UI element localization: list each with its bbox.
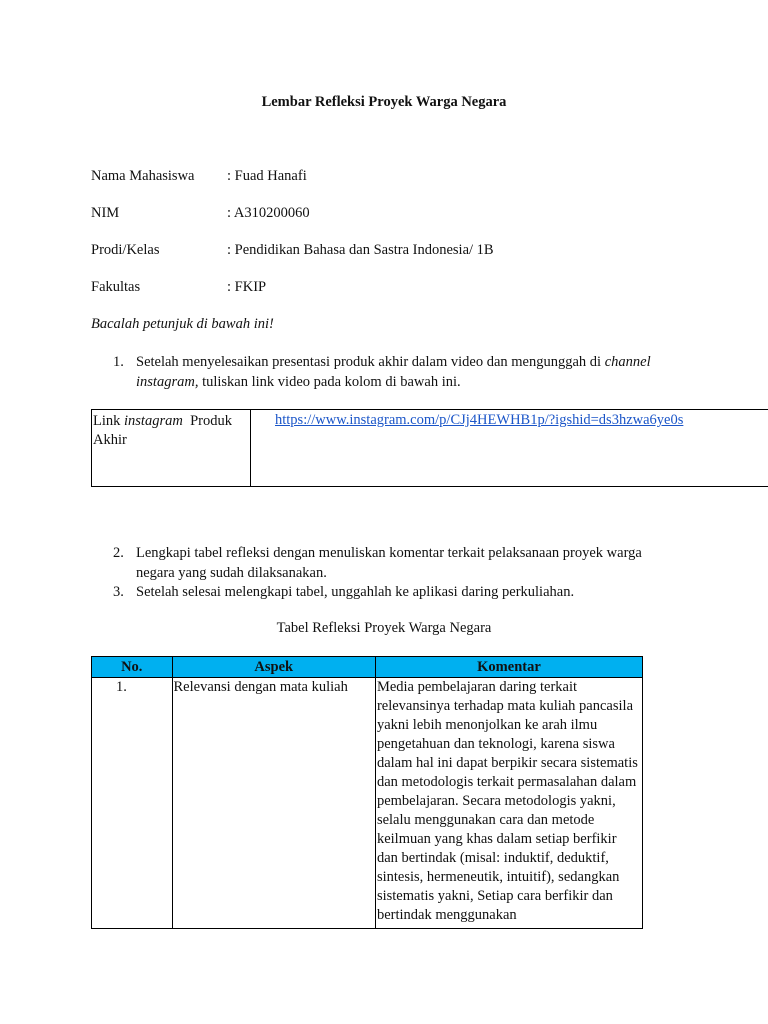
document-title: Lembar Refleksi Proyek Warga Negara	[261, 94, 507, 110]
info-value: : FKIP	[227, 279, 267, 295]
cell-komentar: Media pembelajaran daring terkait relevansinya terhadap mata kuliah pancasila yakni lebih menonjolkan ke arah ilmu pengetahuan dan teknologi, karena siswa dalam hal ini dapat berpikir secara sistematis dan metodologis terkait permasalahan dalam pembelajaran. Secara metodologis yakni, selalu menggunakan cara dan metode keilmuan yang khas dalam setiap berfikir dan bertindak (misal: induktif, deduktif, sintesis, hermeneutik, intuitif), sedangkan sistematis yakni, Setiap cara berfikir dan bertindak menggunakan	[375, 678, 642, 929]
cell-no: 1.	[92, 678, 173, 929]
step-text: Lengkapi tabel refleksi dengan menuliskan komentar terkait pelaksanaan proyek warga negara yang sudah dilaksanakan.	[136, 545, 642, 581]
step-1	[113, 352, 673, 392]
table-header-row	[92, 657, 643, 678]
header-komentar: Komentar	[375, 657, 642, 678]
link-label: Link instagram Produk Akhir	[92, 410, 251, 486]
info-label: NIM	[91, 205, 120, 221]
step-number: 3.	[113, 584, 124, 600]
step-3	[113, 582, 673, 602]
step-text: Setelah menyelesaikan presentasi produk akhir dalam video dan mengunggah di channel instagram, tuliskan link video pada kolom di bawah ini.	[136, 354, 651, 390]
instagram-link[interactable]: https://www.instagram.com/p/CJj4HEWHB1p/?igshid=ds3hzwa6ye0s	[275, 412, 684, 428]
step-2	[113, 543, 673, 583]
info-label: Prodi/Kelas	[91, 242, 160, 258]
header-aspek: Aspek	[172, 657, 375, 678]
cell-aspek: Relevansi dengan mata kuliah	[172, 678, 375, 929]
step-number: 1.	[113, 354, 124, 370]
table-row	[92, 678, 643, 929]
header-no: No.	[92, 657, 173, 678]
info-value: : A310200060	[227, 205, 310, 221]
step-number: 2.	[113, 545, 124, 561]
info-label: Nama Mahasiswa	[91, 168, 195, 184]
reflection-table	[91, 656, 643, 929]
table-caption: Tabel Refleksi Proyek Warga Negara	[276, 620, 492, 636]
info-label: Fakultas	[91, 279, 141, 295]
instruction-text: Bacalah petunjuk di bawah ini!	[91, 316, 274, 332]
link-table	[91, 409, 768, 487]
info-value: : Pendidikan Bahasa dan Sastra Indonesia/ 1B	[227, 242, 494, 258]
info-value: : Fuad Hanafi	[227, 168, 307, 184]
step-text: Setelah selesai melengkapi tabel, unggahlah ke aplikasi daring perkuliahan.	[136, 584, 575, 600]
